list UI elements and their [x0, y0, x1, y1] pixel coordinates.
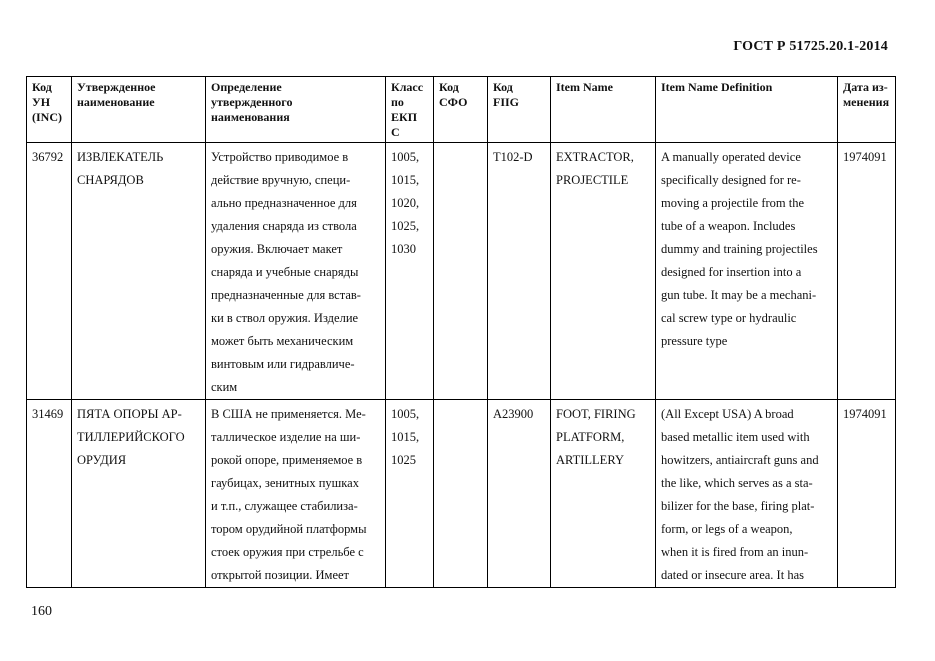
standard-designation: ГОСТ Р 51725.20.1-2014: [733, 39, 888, 54]
header-class: Класс по ЕКП С: [386, 77, 434, 143]
cell-name-ru: ПЯТА ОПОРЫ АР- ТИЛЛЕРИЙСКОГО ОРУДИЯ: [72, 400, 206, 588]
table-header-row: [27, 77, 896, 143]
cell-date: 1974091: [838, 400, 896, 588]
cell-item-name: EXTRACTOR, PROJECTILE: [551, 143, 656, 400]
cell-definition-ru: В США не применяется. Ме- таллическое изделие на ши- рокой опоре, применяемое в гаубицах, зенитных пушках и т.п., служащее стабилиза- тором орудийной платформы стоек оружия при стрельбе с открытой позиции. Имеет: [206, 400, 386, 588]
cell-date: 1974091: [838, 143, 896, 400]
header-item-name: Item Name: [551, 77, 656, 143]
header-change-date: Дата из- менения: [838, 77, 896, 143]
cell-class: 1005, 1015, 1020, 1025, 1030: [386, 143, 434, 400]
cell-item-definition: A manually operated device specifically designed for re- moving a projectile from the tube of a weapon. Includes dummy and training projectiles designed for insertion into a gun tube. It may be a mechani- cal screw type or hydraulic pressure type: [656, 143, 838, 400]
cell-item-name: FOOT, FIRING PLATFORM, ARTILLERY: [551, 400, 656, 588]
header-fiig-code: Код FIIG: [488, 77, 551, 143]
cell-definition-ru: Устройство приводимое в действие вручную, специ- ально предназначенное для удаления снаряда из ствола оружия. Включает макет снаряда и учебные снаряды предназначенные для встав- ки в ствол оружия. Изделие может быть механическим винтовым или гидравличе- ским: [206, 143, 386, 400]
cell-name-ru: ИЗВЛЕКАТЕЛЬ СНАРЯДОВ: [72, 143, 206, 400]
cell-item-definition: (All Except USA) A broad based metallic item used with howitzers, antiaircraft guns and the like, which serves as a sta- bilizer for the base, firing plat- form, or legs of a weapon, when it is fired from an inun- dated or insecure area. It has: [656, 400, 838, 588]
cell-class: 1005, 1015, 1025: [386, 400, 434, 588]
cell-code: 36792: [27, 143, 72, 400]
nomenclature-table: [26, 76, 896, 588]
header-name-definition: Определение утвержденного наименования: [206, 77, 386, 143]
header-code-inc: Код УН (INC): [27, 77, 72, 143]
page-number: 160: [31, 604, 52, 619]
cell-code: 31469: [27, 400, 72, 588]
header-item-name-definition: Item Name Definition: [656, 77, 838, 143]
header-approved-name: Утвержденное наименование: [72, 77, 206, 143]
table-row: [27, 400, 896, 588]
header-sfo-code: Код СФО: [434, 77, 488, 143]
cell-sfo: [434, 400, 488, 588]
cell-fiig: T102-D: [488, 143, 551, 400]
cell-sfo: [434, 143, 488, 400]
table-row: [27, 143, 896, 400]
cell-fiig: A23900: [488, 400, 551, 588]
